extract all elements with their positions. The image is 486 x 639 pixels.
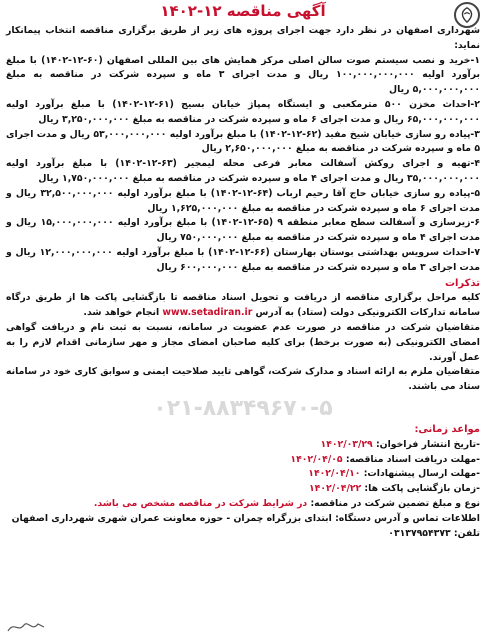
date-label: -مهلت دریافت اسناد مناقصه:: [342, 453, 480, 465]
project-item-6: ۶-زیرسازی و آسفالت سطح معابر منطقه ۹ (۶۵-۱۲-۱۴۰۲) با مبلغ برآورد اولیه ۱۵,۰۰۰,۰۰۰,۰۰۰ ریال و مدت اجرای ۴ ماه و سپرده شرکت در مناقصه به مبلغ ۷۵۰,۰۰۰,۰۰۰ ریال: [6, 217, 480, 244]
date-value: ۱۴۰۲/۰۴/۱۰: [308, 468, 361, 480]
notes-title: تذکرات: [444, 277, 480, 289]
guarantee-label: نوع و مبلغ تضمین شرکت در مناقصه:: [307, 497, 480, 509]
phone-line: تلفن: ۰۳۱۳۷۹۵۴۳۷۳: [388, 527, 480, 539]
guarantee-note: در شرایط شرکت در مناقصه مشخص می باشد.: [93, 497, 308, 509]
date-value: ۱۴۰۲/۰۴/۰۵: [290, 453, 343, 465]
date-row-publish: [6, 438, 480, 453]
project-item-2: ۲-احداث مخزن ۵۰۰ مترمکعبی و ایستگاه پمپاژ خیابان بسیج (۶۱-۱۲-۱۴۰۲) با مبلغ برآورد اولیه ۶۵,۰۰۰,۰۰۰,۰۰۰ ریال و مدت اجرای ۶ ماه و سپرده شرکت در مناقصه به مبلغ ۳,۲۵۰,۰۰۰,۰۰۰ ریال: [6, 98, 480, 125]
dates-title: مواعد زمانی:: [414, 423, 480, 435]
notes-paragraph-3: متقاضیان ملزم به ارائه اسناد و مدارک شرکت، گواهی تایید صلاحیت ایمنی و سوابق کاری خود در سامانه ستاد می باشند.: [6, 366, 480, 393]
project-item-4: ۴-تهیه و اجرای روکش آسفالت معابر فرعی محله لیمجیر (۶۳-۱۲-۱۴۰۲) با مبلغ برآورد اولیه ۳۵,۰۰۰,۰۰۰,۰۰۰ ریال و مدت اجرای ۴ ماه و سپرده شرکت در مناقصه به مبلغ ۱,۷۵۰,۰۰۰,۰۰۰ ریال: [6, 158, 480, 184]
project-item-3: ۳-پیاده رو سازی خیابان شیخ مفید (۶۲-۱۲-۱۴۰۲) با مبلغ برآورد اولیه ۵۳,۰۰۰,۰۰۰,۰۰۰ ریال و مدت اجرای ۵ ماه و سپرده شرکت در مناقصه به مبلغ ۲,۶۵۰,۰۰۰,۰۰۰ ریال: [6, 128, 480, 155]
guarantee-line: [6, 497, 480, 512]
emblem-icon: [458, 6, 476, 24]
ad-body: [6, 24, 480, 541]
date-row-opening: [6, 482, 480, 497]
phone-watermark: ۰۲۱-۸۸۳۴۹۶۷۰-۵: [153, 395, 333, 421]
notes-paragraph-1: [6, 291, 480, 321]
intro-text: شهرداری اصفهان در نظر دارد جهت اجرای پروژه های زیر از طریق برگزاری مناقصه انتخاب پیمانکار نماید:: [6, 25, 480, 51]
project-item-1: ۱-خرید و نصب سیستم صوت سالن اصلی مرکز همایش های بین المللی اصفهان (۶۰-۱۲-۱۴۰۲) با مبلغ برآورد اولیه ۱۰۰,۰۰۰,۰۰۰,۰۰۰ ریال و مدت اجرای ۳ ماه و سپرده شرکت در مناقصه به مبلغ ۵,۰۰۰,۰۰۰,۰۰۰ ریال: [6, 54, 480, 96]
project-item-5: ۵-پیاده رو سازی خیابان حاج آقا رحیم ارباب (۶۴-۱۲-۱۴۰۲) با مبلغ برآورد اولیه ۳۲,۵۰۰,۰۰۰,۰۰۰ ریال و مدت اجرای ۶ ماه و سپرده شرکت در مناقصه به مبلغ ۱,۶۲۵,۰۰۰,۰۰۰ ریال: [6, 187, 480, 214]
notes-p1-text: کلیه مراحل برگزاری مناقصه از دریافت و تحویل اسناد مناقصه تا بازگشایی پاکت ها از طریق درگاه سامانه تدارکات الکترونیکی دولت (ستاد) به آدرس: [6, 292, 480, 319]
setad-link[interactable]: www.setadiran.ir: [162, 307, 253, 319]
date-value: ۱۴۰۲/۰۳/۲۹: [320, 438, 373, 450]
contact-line: اطلاعات تماس و آدرس دستگاه: ابتدای بزرگراه چمران - حوزه معاونت عمران شهری شهرداری اصفهان: [11, 512, 480, 524]
date-value: ۱۴۰۲/۰۴/۲۲: [309, 483, 362, 495]
project-list: [6, 54, 480, 276]
ad-header: [0, 0, 486, 22]
notes-p1-end: انجام خواهد شد.: [83, 307, 163, 319]
date-label: -تاریخ انتشار فراخوان:: [372, 438, 480, 450]
page-title: آگهی مناقصه ۱۲-۱۴۰۲: [160, 2, 326, 20]
date-label: -مهلت ارسال پیشنهادات:: [360, 468, 480, 480]
date-label: -زمان بازگشایی پاکت ها:: [361, 483, 480, 495]
date-row-documents: [6, 453, 480, 468]
signature-mark: [6, 617, 46, 635]
notes-paragraph-2: متقاضیان شرکت در مناقصه در صورت عدم عضویت در سامانه، نسبت به ثبت نام و دریافت گواهی امضای الکترونیکی (به صورت برخط) برای کلیه صاحبان امضای مجاز و مهر سازمانی اقدام لازم را به عمل آورند.: [6, 321, 480, 363]
date-row-submission: [6, 467, 480, 482]
project-item-7: ۷-احداث سرویس بهداشتی بوستان بهارستان (۶۶-۱۲-۱۴۰۲) با مبلغ برآورد اولیه ۱۲,۰۰۰,۰۰۰,۰۰۰ ریال و مدت اجرای ۳ ماه و سپرده شرکت در مناقصه به مبلغ ۶۰۰,۰۰۰,۰۰۰ ریال: [6, 246, 481, 273]
